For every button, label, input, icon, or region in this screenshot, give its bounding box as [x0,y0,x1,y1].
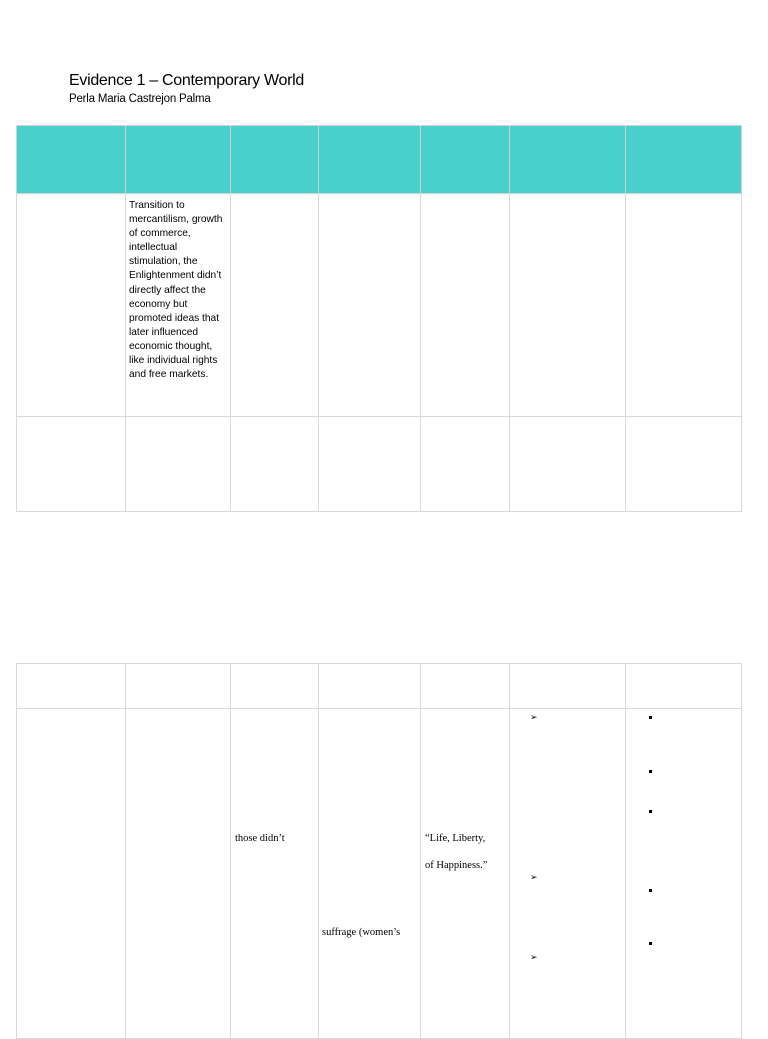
table-cell [126,417,231,512]
header-cell [231,664,319,709]
quote-line-1: “Life, Liberty, [425,833,486,844]
document-author: Perla Maria Castrejon Palma [69,93,211,105]
table-cell [319,194,421,417]
table-cell [421,417,510,512]
economic-impact-text: Transition to mercantilism, growth of commerce, intellectual stimulation, the Enlightenment didn’t directly affect the economy but promoted ideas that later influenced economic thought, like individual rights and free markets. [129,200,223,381]
table-cell [126,194,231,417]
header-cell [421,126,510,194]
table-cell [231,194,319,417]
header-cell [510,664,626,709]
table-row [17,417,742,512]
comparison-table-2 [16,663,742,1039]
square-bullet-icon [649,889,652,892]
header-cell [626,664,742,709]
square-bullet-icon [649,716,652,719]
table-cell [626,194,742,417]
quote-line-2: of Happiness.” [425,860,488,871]
document-title: Evidence 1 – Contemporary World [69,72,304,89]
table-cell [626,417,742,512]
header-cell [231,126,319,194]
table-header-row [17,126,742,194]
table-cell [17,417,126,512]
table-cell [510,417,626,512]
square-bullet-icon [649,942,652,945]
table-cell [319,417,421,512]
header-cell [17,664,126,709]
header-cell [510,126,626,194]
arrow-bullet-icon: ➢ [530,953,538,963]
table-cell [626,709,742,1039]
table-row [17,194,742,417]
arrow-bullet-icon: ➢ [530,713,538,723]
square-bullet-icon [649,810,652,813]
table-cell [231,417,319,512]
suffrage-note-text: those didn’t [235,833,285,844]
table-row [17,709,742,1039]
header-cell [319,126,421,194]
comparison-table-1 [16,125,742,512]
table-header-row [17,664,742,709]
table-cell [421,709,510,1039]
table-cell [510,709,626,1039]
table-cell [510,194,626,417]
header-cell [319,664,421,709]
womens-suffrage-text: suffrage (women’s [322,927,401,938]
header-cell [126,664,231,709]
table-cell [319,709,421,1039]
header-cell [626,126,742,194]
table-cell [17,194,126,417]
table-cell [231,709,319,1039]
arrow-bullet-icon: ➢ [530,873,538,883]
table-cell [421,194,510,417]
header-cell [421,664,510,709]
header-cell [17,126,126,194]
table-cell [17,709,126,1039]
table-cell [126,709,231,1039]
header-cell [126,126,231,194]
square-bullet-icon [649,770,652,773]
